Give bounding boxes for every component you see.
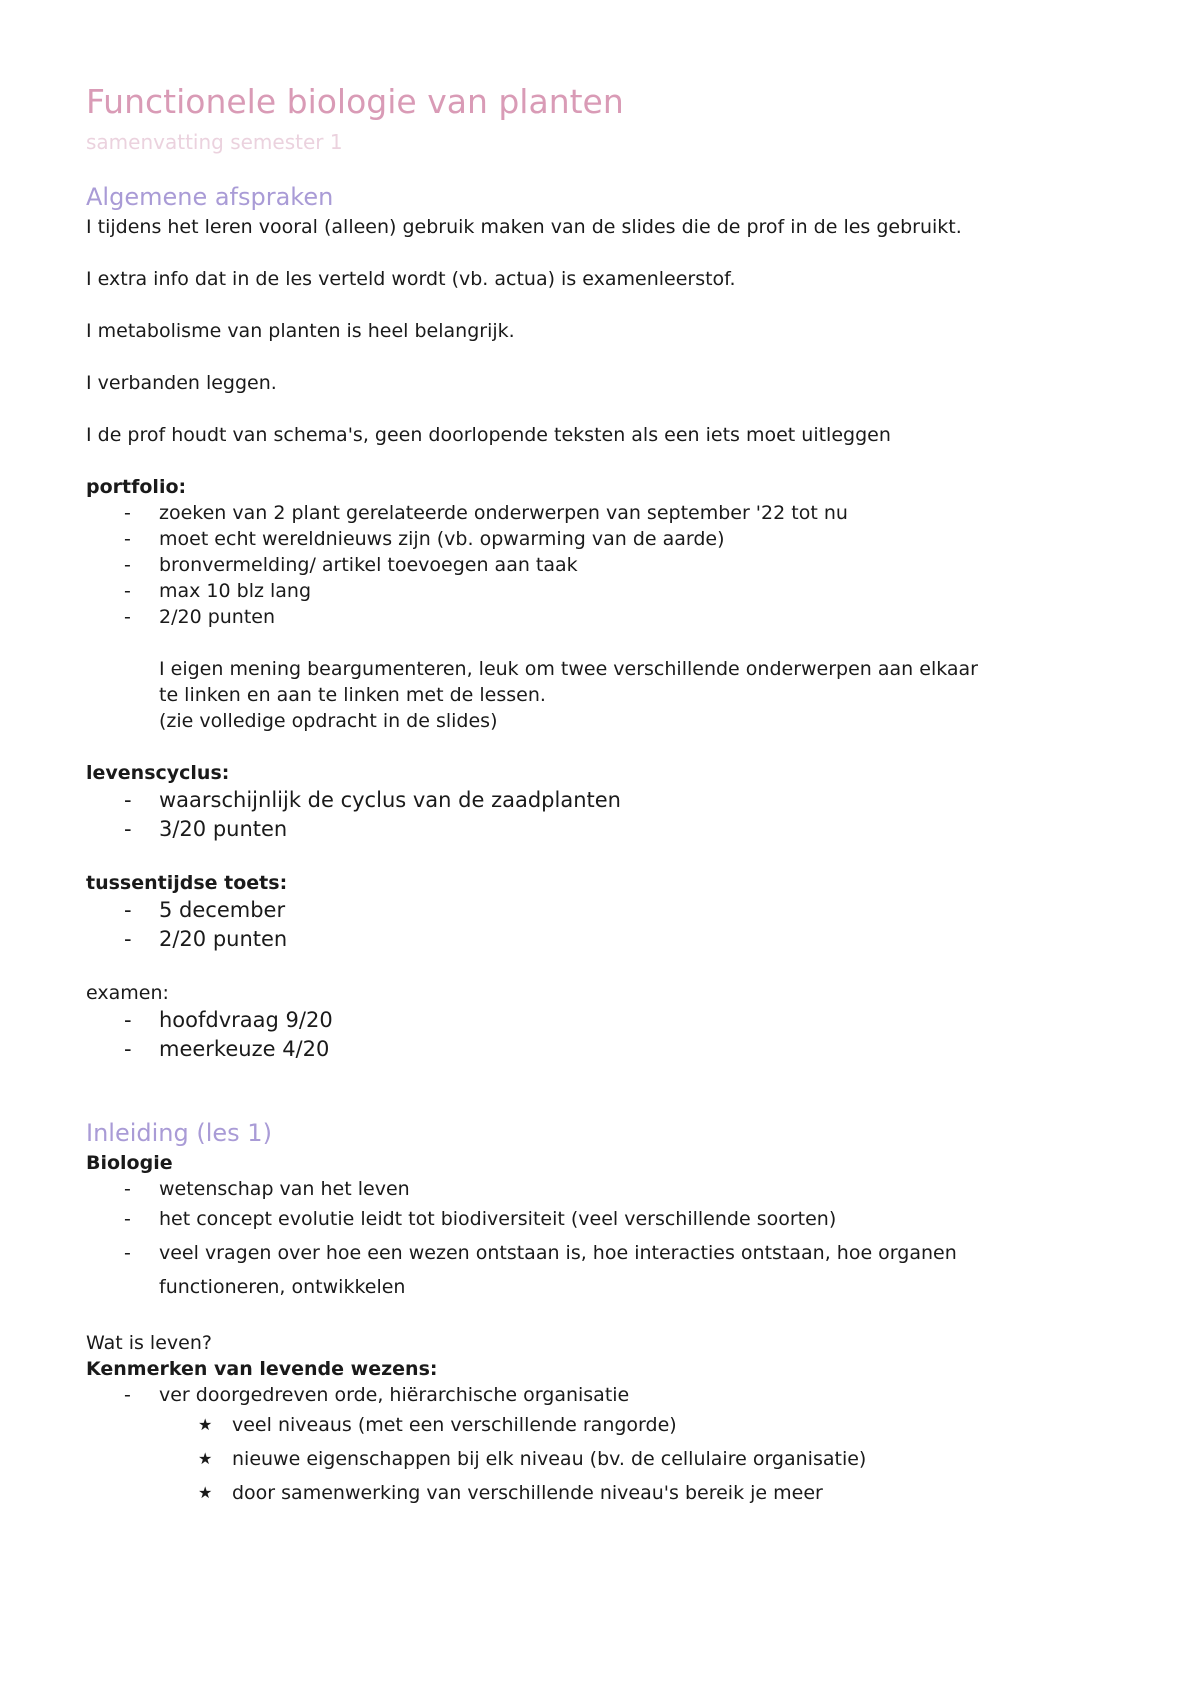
kenmerken-list xyxy=(86,1382,1126,1510)
document-page xyxy=(86,80,1126,1510)
page-subtitle: samenvatting semester 1 xyxy=(86,130,343,154)
portfolio-label: portfolio: xyxy=(86,476,187,498)
star-list-item xyxy=(86,1408,1126,1442)
page-title: Functionele biologie van planten xyxy=(86,82,624,121)
list-item: - 2/20 punten xyxy=(86,925,1126,954)
list-item: - ver doorgedreven orde, hiërarchische organisatie xyxy=(86,1382,1126,1408)
question-line: Wat is leven? xyxy=(86,1332,212,1354)
star-item-text: door samenwerking van verschillende niveau's bereik je meer xyxy=(232,1482,823,1504)
note-line: I extra info dat in de les verteld wordt (vb. actua) is examenleerstof. xyxy=(86,268,736,290)
levenscyclus-list xyxy=(86,786,1126,844)
star-icon: ★ xyxy=(198,1415,213,1434)
list-item: - moet echt wereldnieuws zijn (vb. opwarming van de aarde) xyxy=(86,526,1126,552)
kenmerken-label: Kenmerken van levende wezens: xyxy=(86,1358,438,1380)
portfolio-note-line: (zie volledige opdracht in de slides) xyxy=(159,710,498,732)
note-line: I tijdens het leren vooral (alleen) gebruik maken van de slides die de prof in de les gebruikt. xyxy=(86,216,962,238)
section-heading-inleiding: Inleiding (les 1) xyxy=(86,1119,272,1147)
list-item: - zoeken van 2 plant gerelateerde onderwerpen van september '22 tot nu xyxy=(86,500,1126,526)
list-item: - 2/20 punten xyxy=(86,604,1126,630)
list-item: - hoofdvraag 9/20 xyxy=(86,1006,1126,1035)
list-item-continuation: functioneren, ontwikkelen xyxy=(159,1276,406,1298)
portfolio-list xyxy=(86,500,1126,630)
toets-label: tussentijdse toets: xyxy=(86,872,288,894)
examen-label: examen: xyxy=(86,982,169,1004)
list-item: - meerkeuze 4/20 xyxy=(86,1035,1126,1064)
note-line: I de prof houdt van schema's, geen doorlopende teksten als een iets moet uitleggen xyxy=(86,424,891,446)
star-item-text: nieuwe eigenschappen bij elk niveau (bv. de cellulaire organisatie) xyxy=(232,1448,867,1470)
list-item: - bronvermelding/ artikel toevoegen aan taak xyxy=(86,552,1126,578)
list-item: - max 10 blz lang xyxy=(86,578,1126,604)
portfolio-note-line: te linken en aan te linken met de lessen. xyxy=(159,684,546,706)
star-list-item xyxy=(86,1476,1126,1510)
note-line: I verbanden leggen. xyxy=(86,372,277,394)
toets-list xyxy=(86,896,1126,954)
list-item: - waarschijnlijk de cyclus van de zaadplanten xyxy=(86,786,1126,815)
list-item: - veel vragen over hoe een wezen ontstaan is, hoe interacties ontstaan, hoe organen xyxy=(86,1236,1126,1270)
star-icon: ★ xyxy=(198,1449,213,1468)
portfolio-note-line: I eigen mening beargumenteren, leuk om twee verschillende onderwerpen aan elkaar xyxy=(159,658,978,680)
section-heading-afspraken: Algemene afspraken xyxy=(86,183,334,211)
star-item-text: veel niveaus (met een verschillende rangorde) xyxy=(232,1414,677,1436)
list-item: - het concept evolutie leidt tot biodiversiteit (veel verschillende soorten) xyxy=(86,1202,1126,1236)
levenscyclus-label: levenscyclus: xyxy=(86,762,230,784)
list-item: - wetenschap van het leven xyxy=(86,1176,1126,1202)
list-item: - 5 december xyxy=(86,896,1126,925)
biologie-label: Biologie xyxy=(86,1152,173,1174)
star-icon: ★ xyxy=(198,1483,213,1502)
note-line: I metabolisme van planten is heel belangrijk. xyxy=(86,320,515,342)
list-item: - 3/20 punten xyxy=(86,815,1126,844)
star-list-item xyxy=(86,1442,1126,1476)
biologie-list xyxy=(86,1176,1126,1270)
examen-list xyxy=(86,1006,1126,1064)
